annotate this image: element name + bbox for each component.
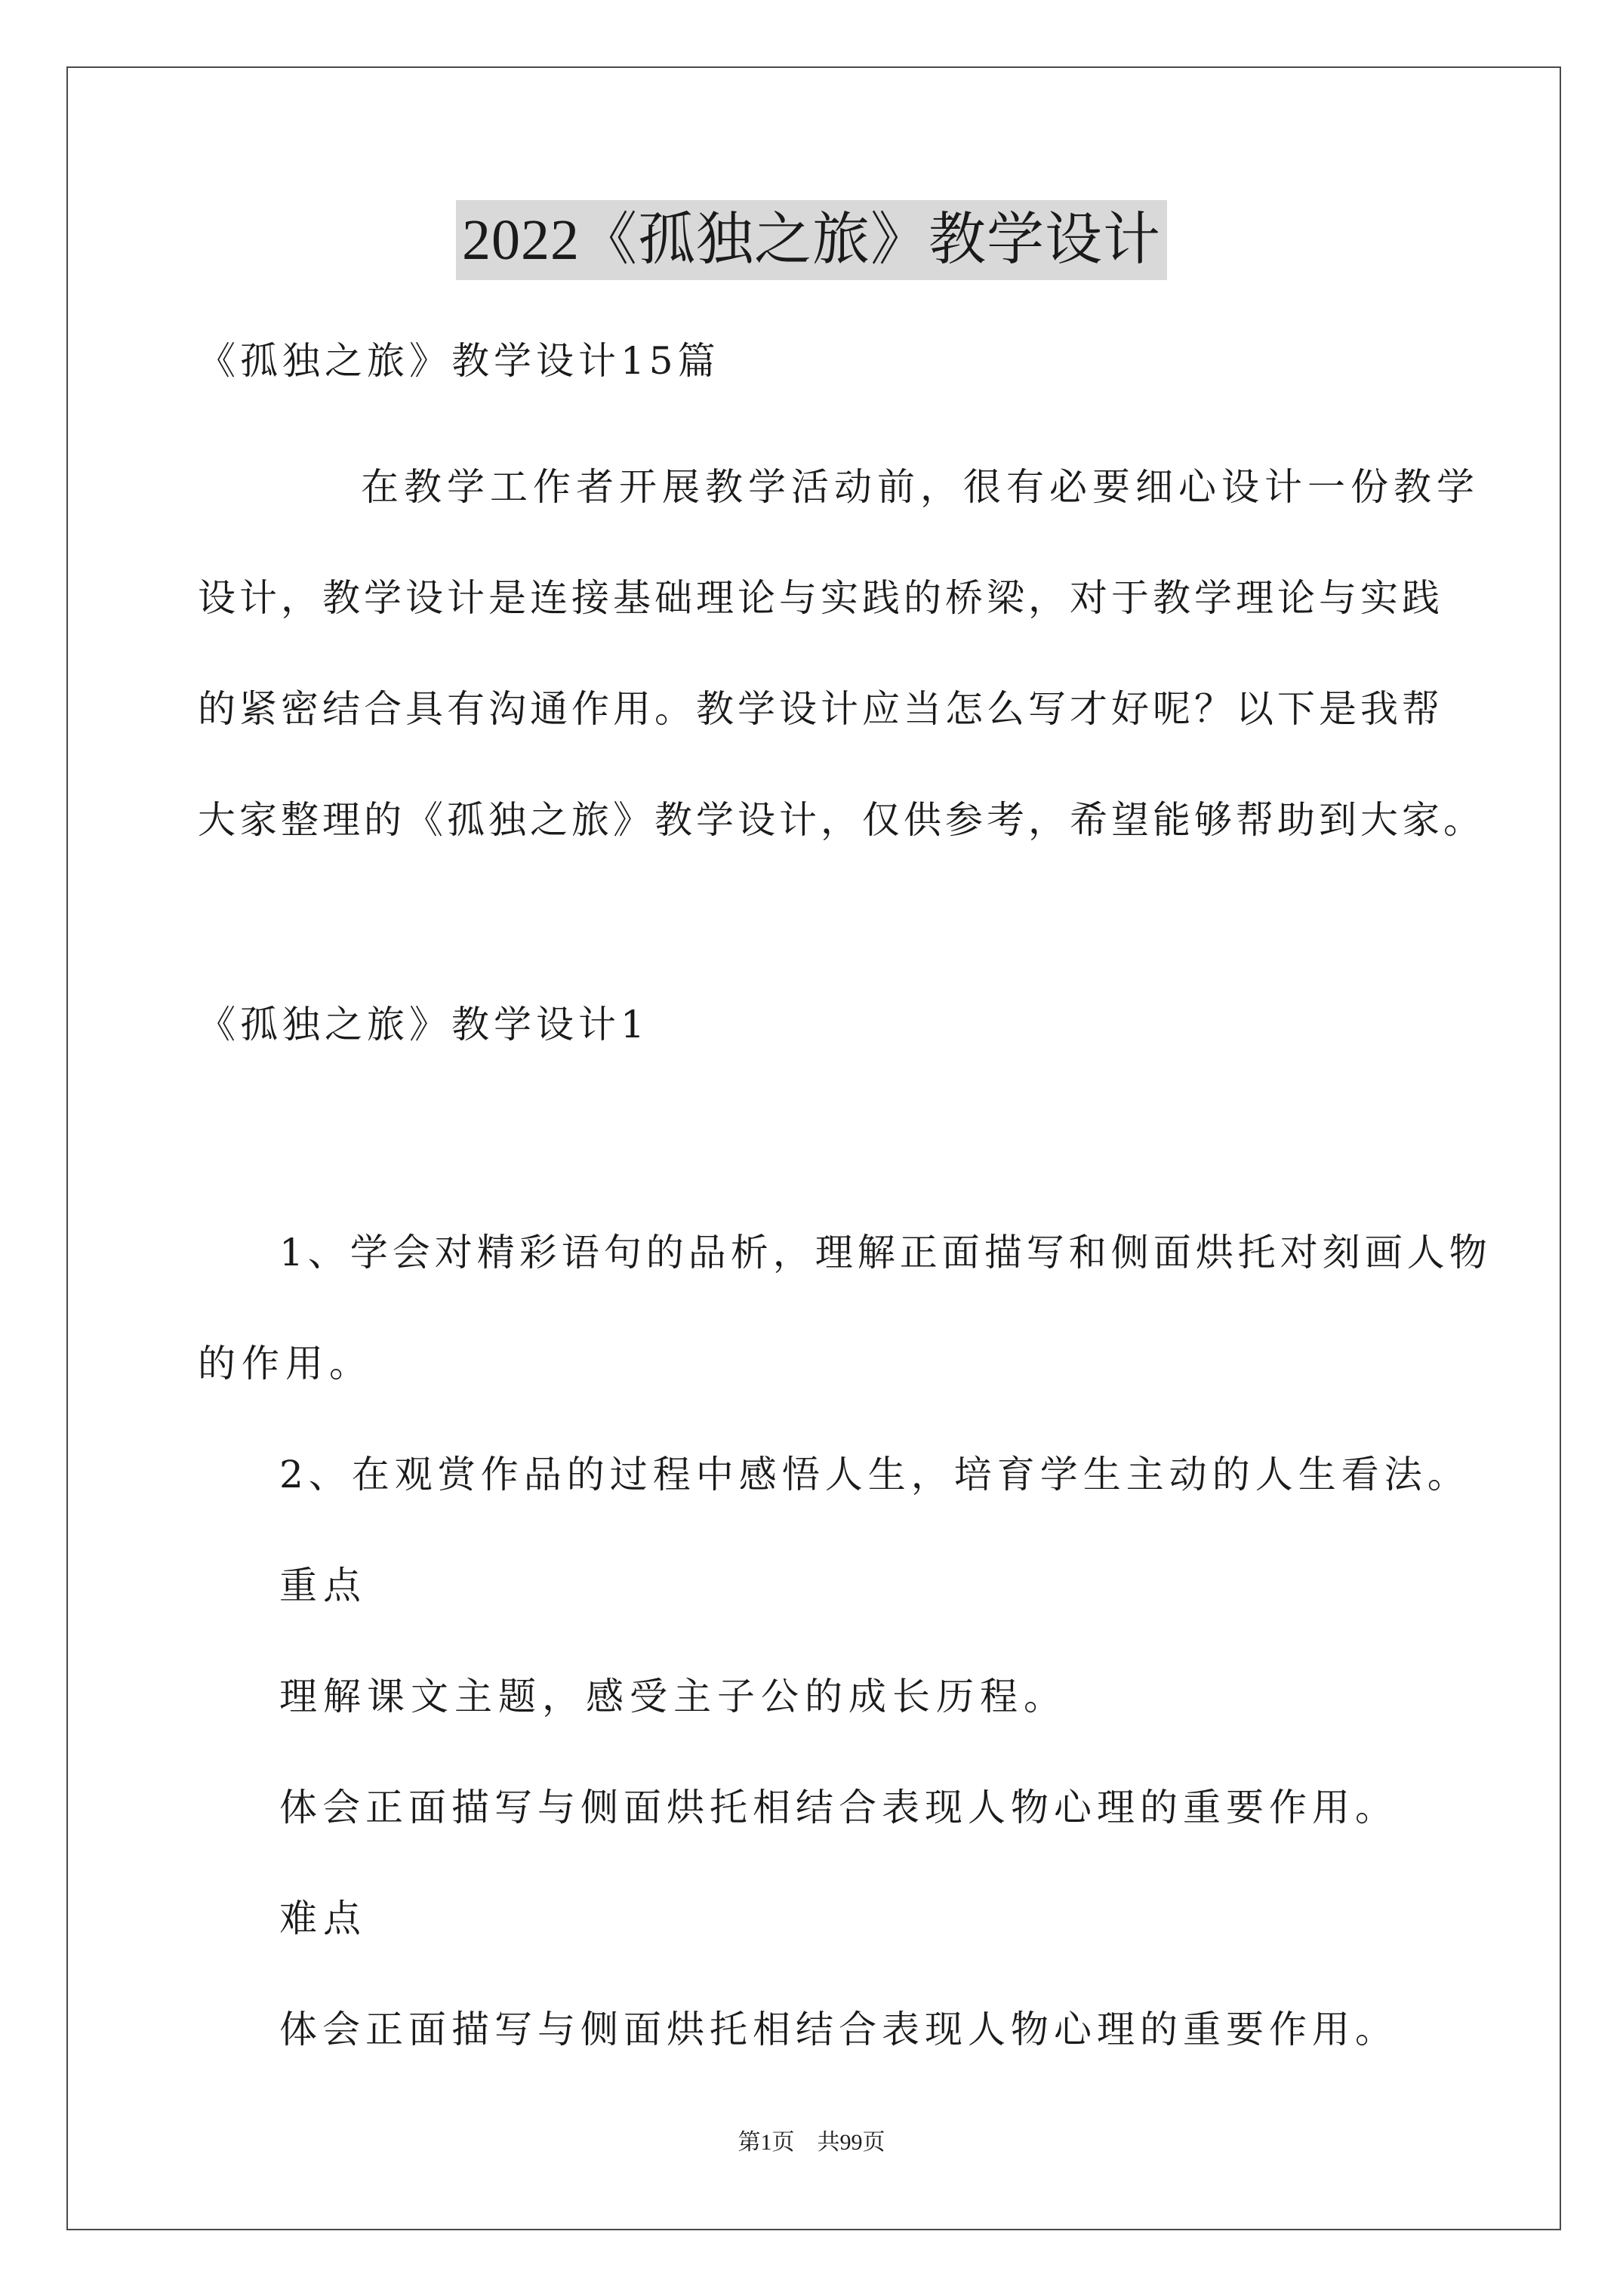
goal-1-line-2: 的作用。 <box>198 1342 373 1385</box>
key-point-item: 体会正面描写与侧面烘托相结合表现人物心理的重要作用。 <box>279 1786 1398 1829</box>
section-heading: 《孤独之旅》教学设计1 <box>198 1003 649 1046</box>
intro-paragraph-line: 大家整理的《孤独之旅》教学设计，仅供参考，希望能够帮助到大家。 <box>198 798 1485 842</box>
document-title: 2022《孤独之旅》教学设计 <box>456 200 1167 280</box>
goal-2: 2、在观赏作品的过程中感悟人生，培育学生主动的人生看法。 <box>279 1453 1471 1496</box>
key-point-item: 理解课文主题，感受主子公的成长历程。 <box>279 1675 1067 1718</box>
intro-paragraph-line: 设计，教学设计是连接基础理论与实践的桥梁，对于教学理论与实践 <box>198 576 1443 620</box>
key-points-label: 重点 <box>279 1564 367 1607</box>
intro-paragraph-line: 在教学工作者开展教学活动前，很有必要细心设计一份教学 <box>361 465 1480 509</box>
intro-paragraph-line: 的紧密结合具有沟通作用。教学设计应当怎么写才好呢？以下是我帮 <box>198 687 1443 731</box>
page-footer: 第1页 共99页 <box>738 2130 885 2155</box>
difficulty-item: 体会正面描写与侧面烘托相结合表现人物心理的重要作用。 <box>279 2008 1398 2051</box>
difficulties-label: 难点 <box>279 1897 367 1940</box>
title-container <box>0 200 1623 280</box>
goal-1-line-1: 1、学会对精彩语句的品析，理解正面描写和侧面烘托对刻画人物 <box>279 1231 1492 1274</box>
document-subtitle: 《孤独之旅》教学设计15篇 <box>198 339 720 383</box>
